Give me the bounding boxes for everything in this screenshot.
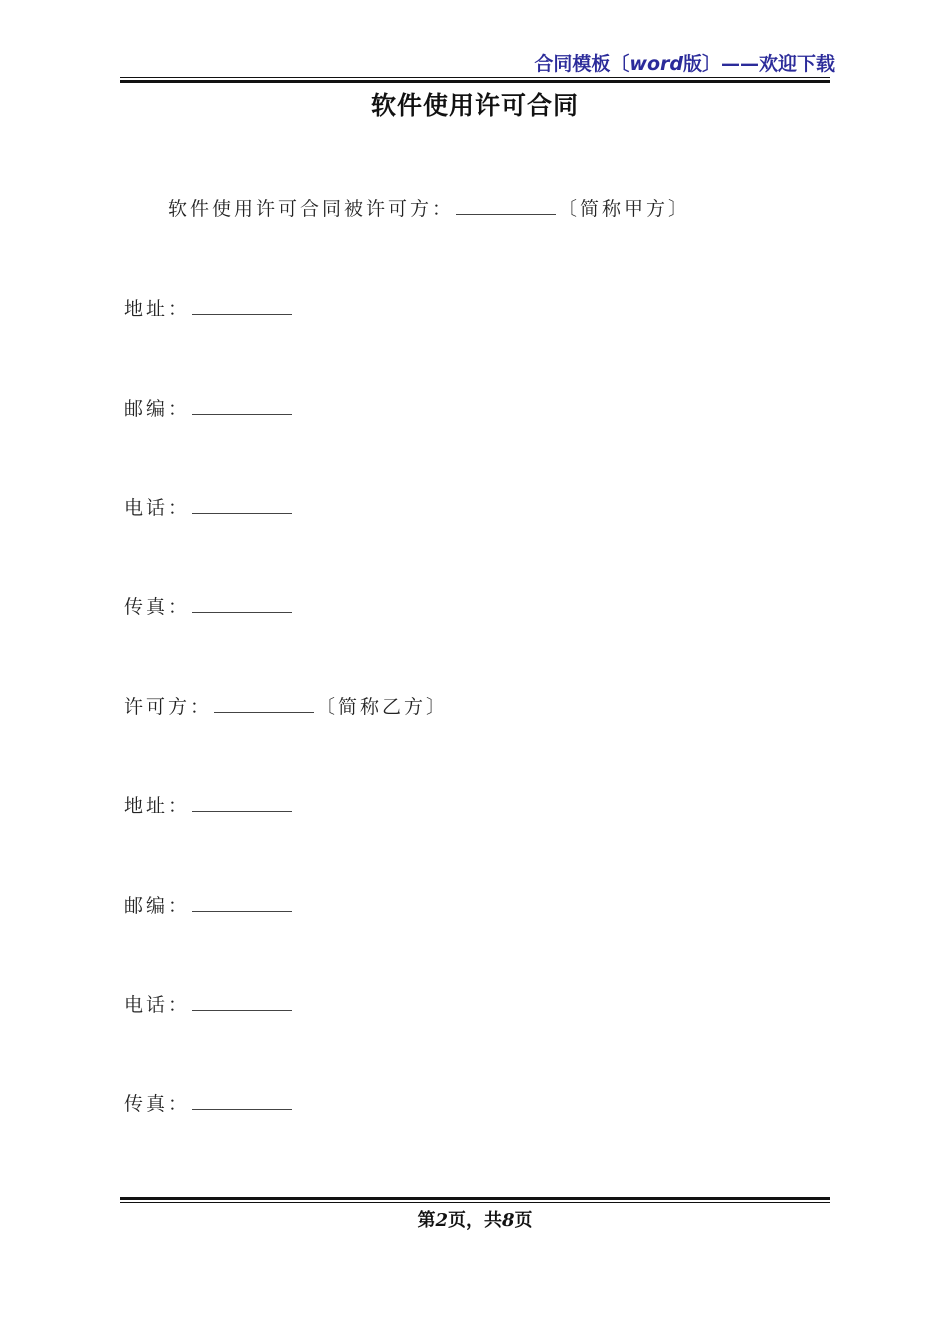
- party-b-address-line: [124, 791, 294, 818]
- phone-blank[interactable]: [192, 499, 292, 514]
- field-label: 邮编：: [124, 398, 191, 420]
- field-label: 电话：: [124, 497, 191, 519]
- licensor-suffix: 〔简称乙方〕: [316, 696, 449, 718]
- licensee-suffix: 〔简称甲方〕: [558, 198, 691, 220]
- header-word: word: [629, 53, 683, 75]
- field-label: 电话：: [124, 994, 191, 1016]
- field-label: 传真：: [124, 1093, 191, 1115]
- party-b-phone-line: [124, 990, 294, 1017]
- licensor-line: [124, 692, 448, 719]
- postcode-blank[interactable]: [192, 897, 292, 912]
- postcode-blank[interactable]: [192, 400, 292, 415]
- header-rule-thin: [120, 77, 830, 78]
- address-blank[interactable]: [192, 300, 292, 315]
- fax-blank[interactable]: [192, 598, 292, 613]
- party-a-phone-line: [124, 493, 294, 520]
- party-a-fax-line: [124, 592, 294, 619]
- page-mid: 页，共: [448, 1210, 502, 1231]
- document-title: 软件使用许可合同: [370, 91, 579, 120]
- header-suffix: 版〕——欢迎下载: [682, 53, 835, 75]
- party-a-address-line: [124, 294, 294, 321]
- licensee-blank[interactable]: [456, 200, 556, 215]
- field-label: 地址：: [124, 795, 191, 817]
- licensee-label: 软件使用许可合同被许可方：: [168, 198, 455, 220]
- header-rule-thick: [120, 80, 830, 83]
- field-label: 传真：: [124, 596, 191, 618]
- total-pages: 8: [502, 1210, 515, 1231]
- address-blank[interactable]: [192, 797, 292, 812]
- page-pre: 第: [417, 1210, 436, 1231]
- field-label: 邮编：: [124, 895, 191, 917]
- footer-rule-thick: [120, 1197, 830, 1200]
- licensor-blank[interactable]: [214, 698, 314, 713]
- field-label: 地址：: [124, 298, 191, 320]
- current-page: 2: [435, 1210, 448, 1231]
- fax-blank[interactable]: [192, 1095, 292, 1110]
- document-header: [534, 49, 835, 76]
- footer-rule-thin: [120, 1202, 830, 1203]
- licensee-line: [168, 194, 690, 221]
- page-number: [0, 1206, 950, 1232]
- page-post: 页: [514, 1210, 533, 1231]
- party-b-postcode-line: [124, 891, 294, 918]
- header-prefix: 合同模板〔: [534, 53, 630, 75]
- party-a-postcode-line: [124, 394, 294, 421]
- party-b-fax-line: [124, 1089, 294, 1116]
- phone-blank[interactable]: [192, 996, 292, 1011]
- licensor-label: 许可方：: [124, 696, 213, 718]
